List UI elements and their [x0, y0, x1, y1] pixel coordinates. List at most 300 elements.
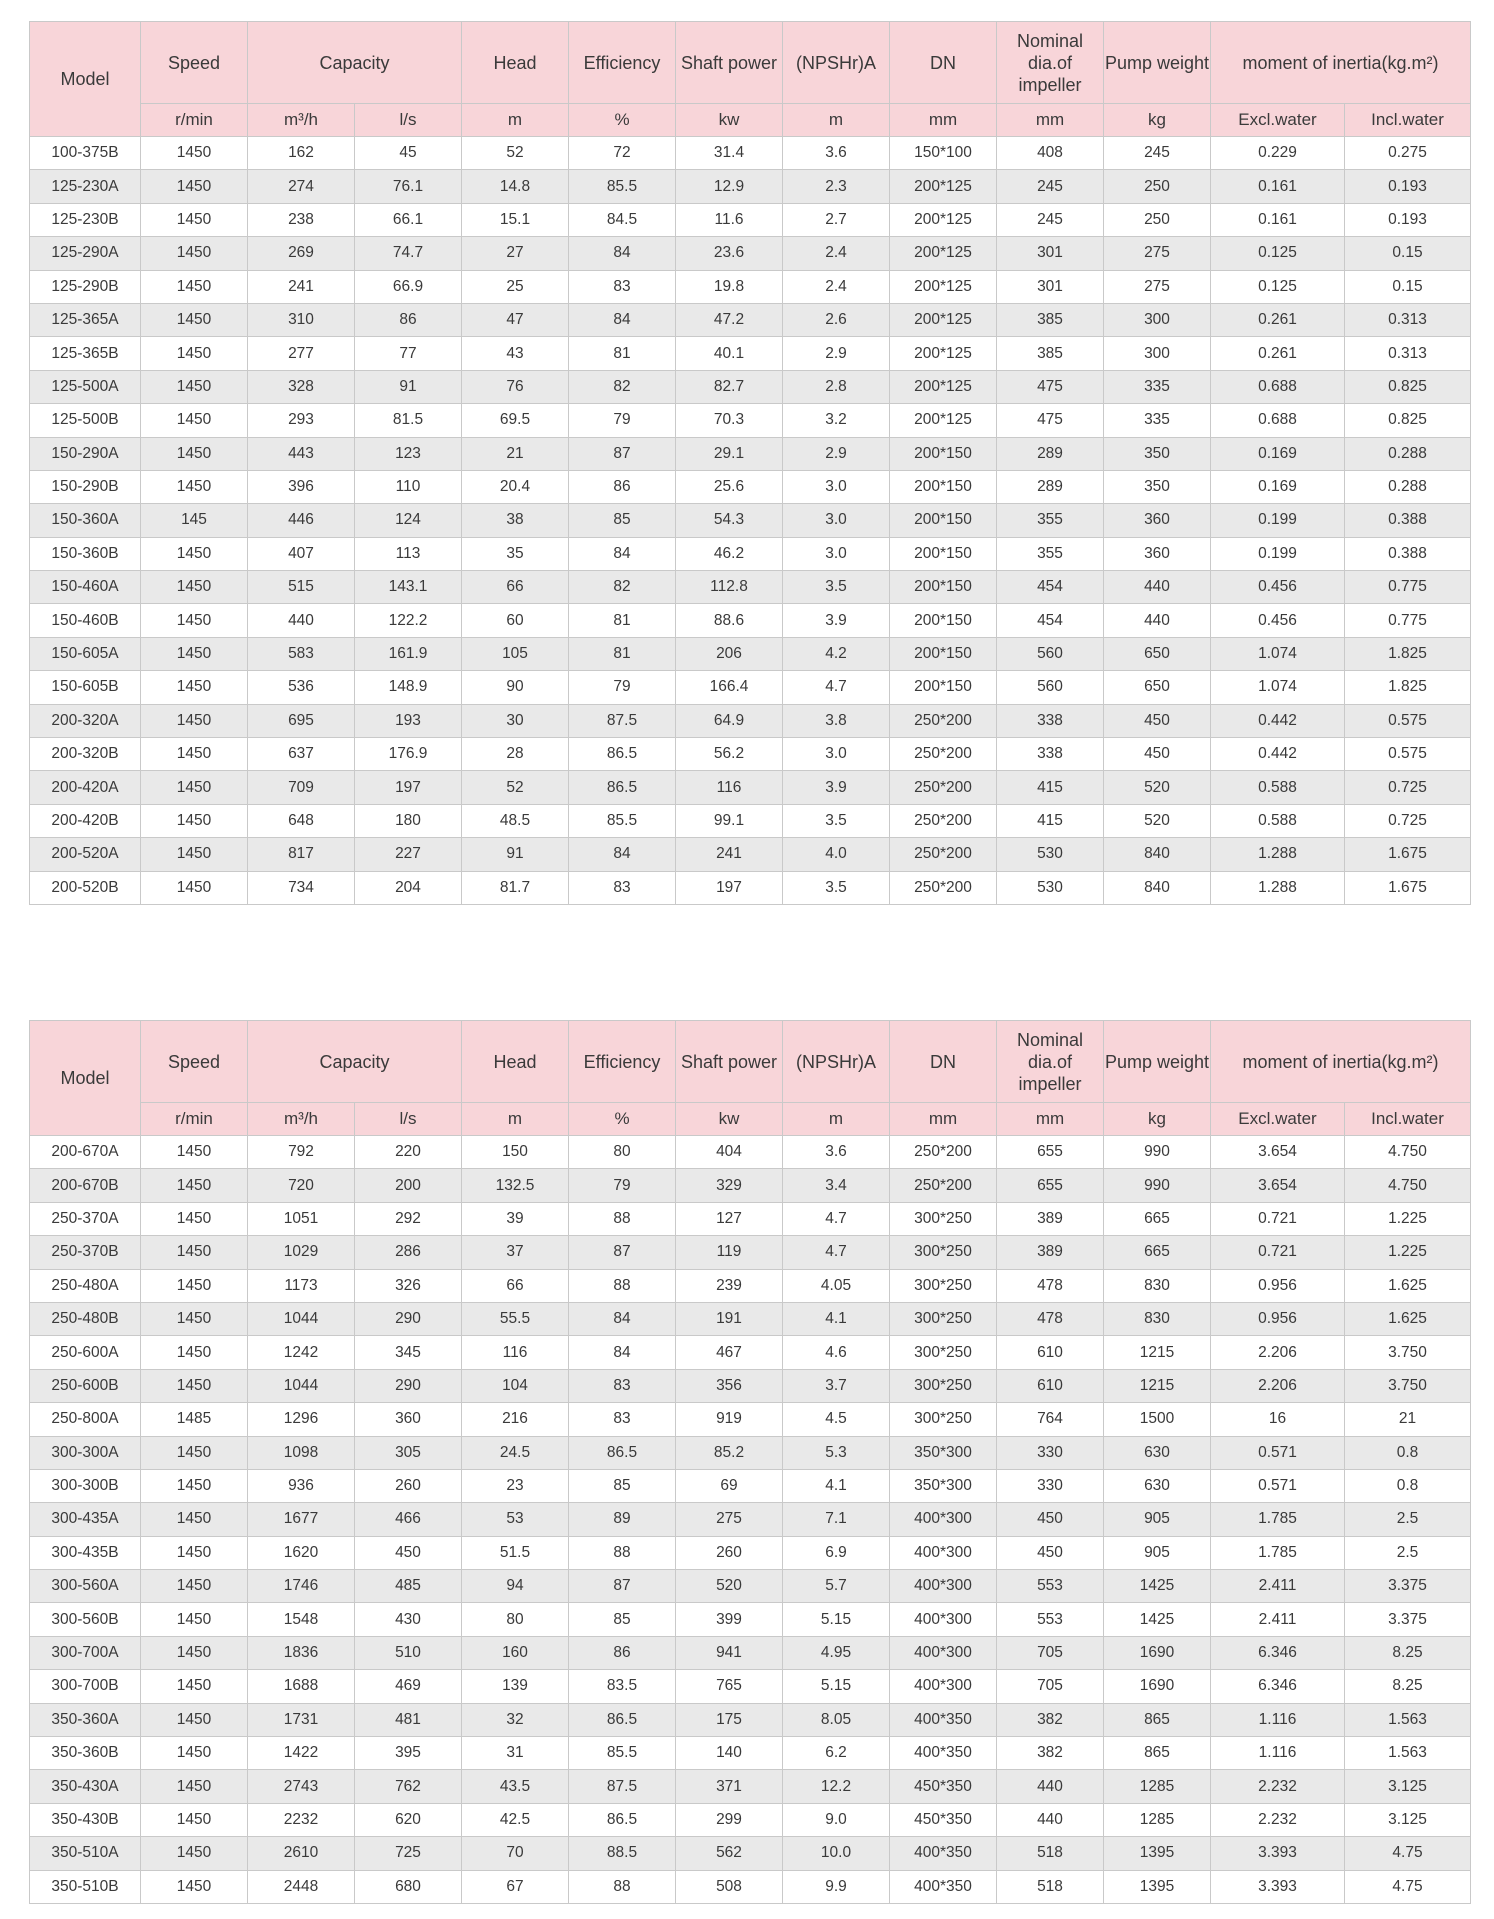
value-cell: 81 [569, 337, 676, 370]
value-cell: 250*200 [890, 804, 997, 837]
value-cell: 300 [1104, 337, 1211, 370]
value-cell: 55.5 [462, 1302, 569, 1335]
table-row [30, 1603, 1471, 1636]
value-cell: 3.654 [1211, 1136, 1345, 1169]
value-cell: 110 [355, 470, 462, 503]
table-row [30, 1636, 1471, 1669]
value-cell: 1.825 [1345, 671, 1471, 704]
value-cell: 478 [997, 1269, 1104, 1302]
value-cell: 450 [1104, 738, 1211, 771]
value-cell: 1746 [248, 1570, 355, 1603]
table-row [30, 1202, 1471, 1235]
value-cell: 200*150 [890, 571, 997, 604]
table-row [30, 537, 1471, 570]
value-cell: 0.575 [1345, 738, 1471, 771]
value-cell: 77 [355, 337, 462, 370]
value-cell: 250 [1104, 203, 1211, 236]
value-cell: 415 [997, 771, 1104, 804]
value-cell: 2.8 [783, 370, 890, 403]
unit-cell: mm [890, 1103, 997, 1136]
value-cell: 350*300 [890, 1469, 997, 1502]
value-cell: 0.261 [1211, 303, 1345, 336]
value-cell: 1.785 [1211, 1536, 1345, 1569]
table-row [30, 871, 1471, 904]
value-cell: 1.288 [1211, 871, 1345, 904]
value-cell: 1836 [248, 1636, 355, 1669]
header-capacity: Capacity [248, 1021, 462, 1103]
value-cell: 8.25 [1345, 1670, 1471, 1703]
value-cell: 87 [569, 1570, 676, 1603]
value-cell: 530 [997, 871, 1104, 904]
value-cell: 0.721 [1211, 1202, 1345, 1235]
value-cell: 650 [1104, 671, 1211, 704]
table-row [30, 571, 1471, 604]
unit-cell: kg [1104, 104, 1211, 137]
value-cell: 3.4 [783, 1169, 890, 1202]
value-cell: 206 [676, 637, 783, 670]
value-cell: 84 [569, 237, 676, 270]
header-shaft-power: Shaft power [676, 22, 783, 104]
value-cell: 0.193 [1345, 203, 1471, 236]
value-cell: 350*300 [890, 1436, 997, 1469]
value-cell: 0.442 [1211, 704, 1345, 737]
value-cell: 350 [1104, 437, 1211, 470]
value-cell: 400*300 [890, 1503, 997, 1536]
value-cell: 51.5 [462, 1536, 569, 1569]
table-row [30, 1737, 1471, 1770]
table-row [30, 1436, 1471, 1469]
value-cell: 2.206 [1211, 1369, 1345, 1402]
value-cell: 31 [462, 1737, 569, 1770]
value-cell: 1450 [141, 237, 248, 270]
value-cell: 250*200 [890, 1169, 997, 1202]
value-cell: 0.571 [1211, 1436, 1345, 1469]
value-cell: 3.6 [783, 137, 890, 170]
value-cell: 1450 [141, 1369, 248, 1402]
model-cell: 350-430A [30, 1770, 141, 1803]
value-cell: 536 [248, 671, 355, 704]
value-cell: 200*125 [890, 404, 997, 437]
value-cell: 85.5 [569, 1737, 676, 1770]
value-cell: 1215 [1104, 1336, 1211, 1369]
value-cell: 3.375 [1345, 1570, 1471, 1603]
value-cell: 35 [462, 537, 569, 570]
value-cell: 3.125 [1345, 1803, 1471, 1836]
value-cell: 1450 [141, 270, 248, 303]
header-impeller-diameter: Nominal dia.of impeller [997, 1021, 1104, 1103]
value-cell: 112.8 [676, 571, 783, 604]
value-cell: 330 [997, 1469, 1104, 1502]
value-cell: 53 [462, 1503, 569, 1536]
value-cell: 66.1 [355, 203, 462, 236]
model-cell: 200-420A [30, 771, 141, 804]
value-cell: 1450 [141, 604, 248, 637]
value-cell: 1450 [141, 537, 248, 570]
model-cell: 150-360B [30, 537, 141, 570]
value-cell: 1098 [248, 1436, 355, 1469]
value-cell: 1450 [141, 1570, 248, 1603]
value-cell: 88 [569, 1202, 676, 1235]
value-cell: 76.1 [355, 170, 462, 203]
value-cell: 1242 [248, 1336, 355, 1369]
value-cell: 143.1 [355, 571, 462, 604]
value-cell: 0.775 [1345, 604, 1471, 637]
units-row [30, 1103, 1471, 1136]
value-cell: 530 [997, 838, 1104, 871]
value-cell: 469 [355, 1670, 462, 1703]
header-head: Head [462, 1021, 569, 1103]
value-cell: 1450 [141, 771, 248, 804]
value-cell: 86.5 [569, 1436, 676, 1469]
model-cell: 200-670B [30, 1169, 141, 1202]
value-cell: 2610 [248, 1837, 355, 1870]
value-cell: 99.1 [676, 804, 783, 837]
value-cell: 25.6 [676, 470, 783, 503]
value-cell: 1500 [1104, 1403, 1211, 1436]
value-cell: 0.725 [1345, 804, 1471, 837]
value-cell: 990 [1104, 1169, 1211, 1202]
value-cell: 1395 [1104, 1837, 1211, 1870]
value-cell: 1044 [248, 1369, 355, 1402]
value-cell: 1.785 [1211, 1503, 1345, 1536]
header-shaft-power: Shaft power [676, 1021, 783, 1103]
value-cell: 371 [676, 1770, 783, 1803]
table-row [30, 1503, 1471, 1536]
value-cell: 300*250 [890, 1302, 997, 1335]
value-cell: 83 [569, 1403, 676, 1436]
value-cell: 553 [997, 1570, 1104, 1603]
value-cell: 3.2 [783, 404, 890, 437]
value-cell: 47 [462, 303, 569, 336]
value-cell: 0.193 [1345, 170, 1471, 203]
value-cell: 91 [355, 370, 462, 403]
value-cell: 6.346 [1211, 1670, 1345, 1703]
value-cell: 0.588 [1211, 804, 1345, 837]
value-cell: 21 [1345, 1403, 1471, 1436]
value-cell: 85 [569, 1603, 676, 1636]
value-cell: 23.6 [676, 237, 783, 270]
value-cell: 1.825 [1345, 637, 1471, 670]
value-cell: 2.5 [1345, 1536, 1471, 1569]
value-cell: 382 [997, 1703, 1104, 1736]
value-cell: 3.8 [783, 704, 890, 737]
value-cell: 88.5 [569, 1837, 676, 1870]
model-cell: 150-605B [30, 671, 141, 704]
value-cell: 292 [355, 1202, 462, 1235]
model-cell: 125-230A [30, 170, 141, 203]
value-cell: 200*150 [890, 470, 997, 503]
value-cell: 227 [355, 838, 462, 871]
value-cell: 9.0 [783, 1803, 890, 1836]
value-cell: 3.393 [1211, 1837, 1345, 1870]
pump-spec-table-1 [29, 21, 1471, 905]
value-cell: 250*200 [890, 738, 997, 771]
value-cell: 82 [569, 370, 676, 403]
pump-spec-table-2 [29, 1020, 1471, 1904]
table-row [30, 1670, 1471, 1703]
value-cell: 1296 [248, 1403, 355, 1436]
value-cell: 1450 [141, 1136, 248, 1169]
model-cell: 200-520A [30, 838, 141, 871]
value-cell: 1.563 [1345, 1703, 1471, 1736]
value-cell: 269 [248, 237, 355, 270]
table-row [30, 1570, 1471, 1603]
value-cell: 0.456 [1211, 604, 1345, 637]
value-cell: 865 [1104, 1737, 1211, 1770]
value-cell: 200 [355, 1169, 462, 1202]
value-cell: 2.6 [783, 303, 890, 336]
value-cell: 145 [141, 504, 248, 537]
value-cell: 385 [997, 337, 1104, 370]
value-cell: 200*150 [890, 537, 997, 570]
header-model: Model [30, 22, 141, 137]
value-cell: 1450 [141, 1436, 248, 1469]
value-cell: 2.4 [783, 237, 890, 270]
value-cell: 301 [997, 270, 1104, 303]
value-cell: 86 [569, 1636, 676, 1669]
value-cell: 1450 [141, 404, 248, 437]
value-cell: 87.5 [569, 704, 676, 737]
value-cell: 191 [676, 1302, 783, 1335]
value-cell: 355 [997, 537, 1104, 570]
value-cell: 0.956 [1211, 1269, 1345, 1302]
value-cell: 245 [997, 170, 1104, 203]
value-cell: 0.15 [1345, 270, 1471, 303]
value-cell: 89 [569, 1503, 676, 1536]
value-cell: 637 [248, 738, 355, 771]
value-cell: 12.2 [783, 1770, 890, 1803]
unit-cell: mm [890, 104, 997, 137]
value-cell: 1690 [1104, 1636, 1211, 1669]
value-cell: 74.7 [355, 237, 462, 270]
value-cell: 338 [997, 704, 1104, 737]
table-row [30, 604, 1471, 637]
value-cell: 0.161 [1211, 203, 1345, 236]
value-cell: 60 [462, 604, 569, 637]
value-cell: 289 [997, 437, 1104, 470]
table-row [30, 337, 1471, 370]
table-row [30, 1837, 1471, 1870]
value-cell: 2.9 [783, 337, 890, 370]
value-cell: 400*300 [890, 1670, 997, 1703]
value-cell: 705 [997, 1670, 1104, 1703]
value-cell: 84 [569, 303, 676, 336]
model-cell: 300-435A [30, 1503, 141, 1536]
value-cell: 0.125 [1211, 270, 1345, 303]
value-cell: 200*150 [890, 637, 997, 670]
value-cell: 72 [569, 137, 676, 170]
value-cell: 87.5 [569, 1770, 676, 1803]
value-cell: 4.5 [783, 1403, 890, 1436]
value-cell: 82.7 [676, 370, 783, 403]
model-cell: 300-560B [30, 1603, 141, 1636]
value-cell: 440 [1104, 604, 1211, 637]
value-cell: 0.313 [1345, 303, 1471, 336]
value-cell: 1450 [141, 337, 248, 370]
model-cell: 125-365A [30, 303, 141, 336]
value-cell: 3.125 [1345, 1770, 1471, 1803]
unit-cell: m [462, 104, 569, 137]
value-cell: 1.563 [1345, 1737, 1471, 1770]
value-cell: 83 [569, 1369, 676, 1402]
model-cell: 250-480A [30, 1269, 141, 1302]
value-cell: 104 [462, 1369, 569, 1402]
value-cell: 630 [1104, 1469, 1211, 1502]
value-cell: 250 [1104, 170, 1211, 203]
value-cell: 338 [997, 738, 1104, 771]
header-pump-weight: Pump weight [1104, 1021, 1211, 1103]
table-row [30, 404, 1471, 437]
value-cell: 1.675 [1345, 871, 1471, 904]
value-cell: 990 [1104, 1136, 1211, 1169]
table-row [30, 1302, 1471, 1335]
value-cell: 446 [248, 504, 355, 537]
value-cell: 399 [676, 1603, 783, 1636]
value-cell: 1450 [141, 738, 248, 771]
value-cell: 8.05 [783, 1703, 890, 1736]
model-cell: 350-360B [30, 1737, 141, 1770]
value-cell: 620 [355, 1803, 462, 1836]
value-cell: 709 [248, 771, 355, 804]
value-cell: 4.750 [1345, 1169, 1471, 1202]
value-cell: 66 [462, 1269, 569, 1302]
value-cell: 665 [1104, 1236, 1211, 1269]
value-cell: 478 [997, 1302, 1104, 1335]
value-cell: 12.9 [676, 170, 783, 203]
value-cell: 105 [462, 637, 569, 670]
value-cell: 91 [462, 838, 569, 871]
value-cell: 655 [997, 1169, 1104, 1202]
value-cell: 1425 [1104, 1603, 1211, 1636]
value-cell: 14.8 [462, 170, 569, 203]
value-cell: 160 [462, 1636, 569, 1669]
value-cell: 404 [676, 1136, 783, 1169]
value-cell: 665 [1104, 1202, 1211, 1235]
value-cell: 80 [569, 1136, 676, 1169]
model-cell: 250-600B [30, 1369, 141, 1402]
value-cell: 1690 [1104, 1670, 1211, 1703]
value-cell: 10.0 [783, 1837, 890, 1870]
value-cell: 0.956 [1211, 1302, 1345, 1335]
value-cell: 290 [355, 1302, 462, 1335]
value-cell: 81 [569, 637, 676, 670]
value-cell: 1215 [1104, 1369, 1211, 1402]
value-cell: 396 [248, 470, 355, 503]
value-cell: 1450 [141, 203, 248, 236]
model-cell: 200-420B [30, 804, 141, 837]
value-cell: 216 [462, 1403, 569, 1436]
value-cell: 443 [248, 437, 355, 470]
value-cell: 400*300 [890, 1536, 997, 1569]
value-cell: 1450 [141, 871, 248, 904]
model-cell: 100-375B [30, 137, 141, 170]
value-cell: 200*125 [890, 370, 997, 403]
unit-cell: Incl.water [1345, 104, 1471, 137]
value-cell: 941 [676, 1636, 783, 1669]
value-cell: 335 [1104, 370, 1211, 403]
value-cell: 865 [1104, 1703, 1211, 1736]
value-cell: 79 [569, 404, 676, 437]
value-cell: 1450 [141, 1536, 248, 1569]
value-cell: 450 [997, 1503, 1104, 1536]
unit-cell: Excl.water [1211, 1103, 1345, 1136]
value-cell: 200*125 [890, 337, 997, 370]
value-cell: 630 [1104, 1436, 1211, 1469]
value-cell: 705 [997, 1636, 1104, 1669]
value-cell: 123 [355, 437, 462, 470]
value-cell: 440 [248, 604, 355, 637]
value-cell: 299 [676, 1803, 783, 1836]
value-cell: 90 [462, 671, 569, 704]
value-cell: 475 [997, 404, 1104, 437]
value-cell: 2743 [248, 1770, 355, 1803]
value-cell: 3.750 [1345, 1369, 1471, 1402]
unit-cell: Incl.water [1345, 1103, 1471, 1136]
value-cell: 2.206 [1211, 1336, 1345, 1369]
header-npshr: (NPSHr)A [783, 22, 890, 104]
value-cell: 0.725 [1345, 771, 1471, 804]
value-cell: 395 [355, 1737, 462, 1770]
value-cell: 1.625 [1345, 1269, 1471, 1302]
value-cell: 335 [1104, 404, 1211, 437]
value-cell: 1450 [141, 1503, 248, 1536]
value-cell: 8.25 [1345, 1636, 1471, 1669]
value-cell: 29.1 [676, 437, 783, 470]
value-cell: 520 [1104, 771, 1211, 804]
value-cell: 79 [569, 1169, 676, 1202]
value-cell: 220 [355, 1136, 462, 1169]
value-cell: 1450 [141, 437, 248, 470]
table-body [30, 1136, 1471, 1904]
value-cell: 454 [997, 571, 1104, 604]
unit-cell: m [783, 104, 890, 137]
value-cell: 84 [569, 1336, 676, 1369]
table-row [30, 303, 1471, 336]
value-cell: 70 [462, 1837, 569, 1870]
value-cell: 46.2 [676, 537, 783, 570]
unit-cell: kw [676, 104, 783, 137]
value-cell: 840 [1104, 871, 1211, 904]
value-cell: 355 [997, 504, 1104, 537]
value-cell: 0.15 [1345, 237, 1471, 270]
value-cell: 30 [462, 704, 569, 737]
value-cell: 87 [569, 1236, 676, 1269]
value-cell: 389 [997, 1236, 1104, 1269]
value-cell: 200*125 [890, 170, 997, 203]
header-head: Head [462, 22, 569, 104]
value-cell: 1285 [1104, 1770, 1211, 1803]
value-cell: 245 [997, 203, 1104, 236]
model-cell: 250-600A [30, 1336, 141, 1369]
value-cell: 508 [676, 1870, 783, 1903]
header-efficiency: Efficiency [569, 1021, 676, 1103]
value-cell: 200*150 [890, 671, 997, 704]
value-cell: 286 [355, 1236, 462, 1269]
table-row [30, 771, 1471, 804]
value-cell: 1450 [141, 637, 248, 670]
value-cell: 1450 [141, 1236, 248, 1269]
header-npshr: (NPSHr)A [783, 1021, 890, 1103]
value-cell: 80 [462, 1603, 569, 1636]
value-cell: 277 [248, 337, 355, 370]
value-cell: 4.0 [783, 838, 890, 871]
value-cell: 1450 [141, 1837, 248, 1870]
value-cell: 21 [462, 437, 569, 470]
value-cell: 330 [997, 1436, 1104, 1469]
value-cell: 360 [1104, 504, 1211, 537]
value-cell: 1450 [141, 704, 248, 737]
value-cell: 518 [997, 1870, 1104, 1903]
